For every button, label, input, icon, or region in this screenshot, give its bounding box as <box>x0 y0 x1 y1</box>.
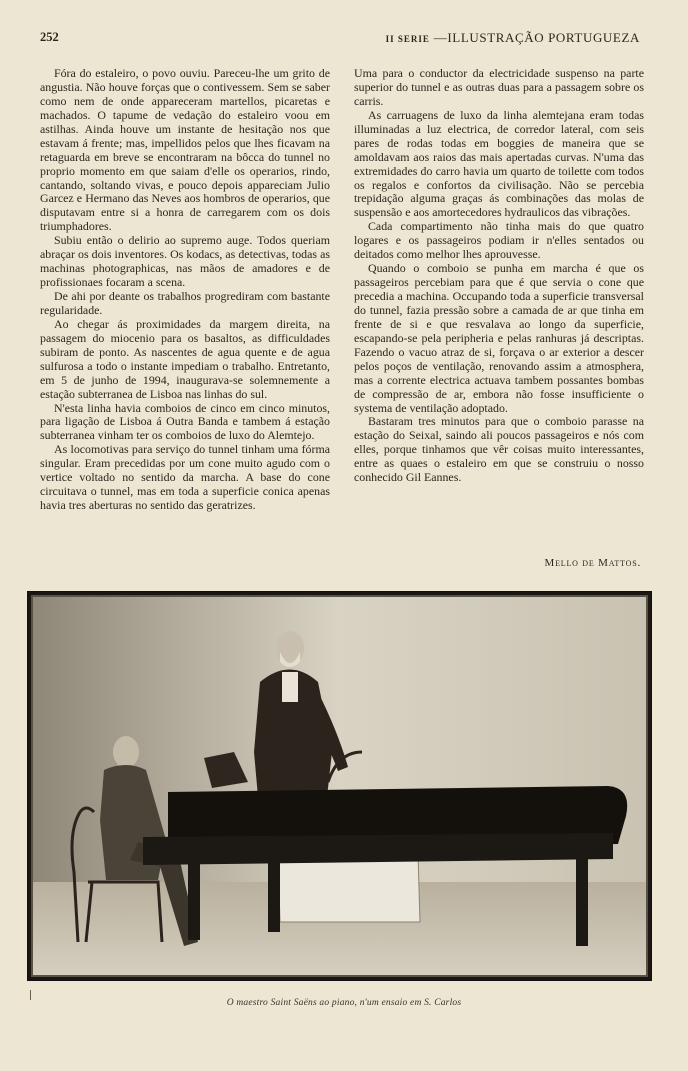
photograph <box>27 591 652 981</box>
running-head <box>386 30 640 46</box>
article-column-left <box>40 67 330 513</box>
paragraph: Subiu então o delirio ao supremo auge. Todos queriam abraçar os dois inventores. Os kodacs, as detectivas, todas as machinas photographicas, nas mãos de amadores e de profissionaes focaram a scena. <box>40 233 330 290</box>
paragraph: N'esta linha havia comboios de cinco em cinco minutos, para ligação de Lisboa á Outra Banda e tambem á estação subterranea vinham ter os comboios de luxo do Alemtejo. <box>40 400 330 443</box>
paragraph: Ao chegar ás proximidades da margem direita, na passagem do miocenio para os basaltos, as difficuldades subiram de ponto. As nascentes de agua quente e de agua sulfurosa a todo o instante impediam o trabalho. Entretanto, em 5 de junho de 1994, inaugurava-se solemnemente a estação subterranea de Lisboa nas linhas do sul. <box>40 316 330 401</box>
paragraph: As carruagens de luxo da linha alemtejana eram todas illuminadas a luz electrica, de corredor lateral, com seis pares de rodas todas em boggies de maneira que se amoldavam aos raios das mais apertadas curvas. N'uma das extremidades do carro havia um quarto de toilette com todos os regalos e confortos da civilisação. Não se percebia trepidação alguma graças ás combinações das molas de suspensão e aos amortecedores hydraulicos das vibrações. <box>354 107 644 220</box>
paragraph: Uma para o conductor da electricidade suspenso na parte superior do tunnel e as outras duas para a passagem sobre os carris. <box>354 66 644 108</box>
paragraph: Quando o comboio se punha em marcha é que os passageiros percebiam para que é que servia o cone que precedia a machina. Occupando toda a superficie transversal do tunnel, fazia pressão sobre a camada de ar que tinha em frente de si e que resvalava ao longo da superficie, escapando-se pela peripheria e pelas ranhuras já descriptas. Fazendo o vacuo atraz de si, forçava o ar exterior a descer pelos poços de ventilação, renovando assim a atmosphera, mas a corrente electrica actuava tambem possantes bombas de compressão de ar, embora não fosse insufficiente o systema de ventilação adoptado. <box>354 261 644 415</box>
paragraph: Bastaram tres minutos para que o comboio parasse na estação do Seixal, saindo ali poucos passageiros e nós com elles, porque tinhamos que vêr coisas muito interessantes, entre as quaes o estaleiro em que se construiu o nosso conhecido Gil Eannes. <box>354 414 644 485</box>
photo-caption: O maestro Saint Saëns ao piano, n'um ensaio em S. Carlos <box>226 998 462 1008</box>
paragraph: De ahi por deante os trabalhos progrediram com bastante regularidade. <box>40 289 330 317</box>
publication-title: ILLUSTRAÇÃO PORTUGUEZA <box>447 30 640 45</box>
dash: — <box>429 30 448 45</box>
page-header <box>40 30 640 50</box>
photograph-saint-saens-piano-icon <box>28 592 651 980</box>
paragraph: Cada compartimento não tinha mais do que quatro logares e os passageiros podiam ir n'elles sentados ou deitados como melhor lhes aprouvesse. <box>354 219 644 262</box>
paragraph: Fóra do estaleiro, o povo ouviu. Pareceu-lhe um grito de angustia. Não houve forças que o contivessem. Sem se saber como nem de onde appareceram martellos, picaretas e machados. O tapume de vedação do estaleiro voou em astilhas. Ainda houve um instante de hesitação nos que estavam á frente; mas, impellidos pelos que lhes ficavam na retaguarda em breve se encontraram na bôcca do tunnel no proprio momento em que saiam d'elle os operarios, rindo, cantando, soltando vivas, e pouco depois appareciam Julio Garcez e Hermano das Neves aos hombros de operarios, que disputavam entre si a honra de carregarem com os dois triumphadores. <box>40 66 330 234</box>
page-number: 252 <box>40 30 59 44</box>
article-column-right <box>354 67 644 485</box>
paragraph: As locomotivas para serviço do tunnel tinham uma fórma singular. Eram precedidas por um cone muito agudo com o vertice voltado no sentido da marcha. A base do cone circuitava o tunnel, mas em toda a superficie conica apenas havia tres aberturas no sentido das geratrizes. <box>40 442 330 513</box>
series-label: II SERIE <box>385 34 430 44</box>
author-signature: Mello de Mattos. <box>544 557 641 569</box>
